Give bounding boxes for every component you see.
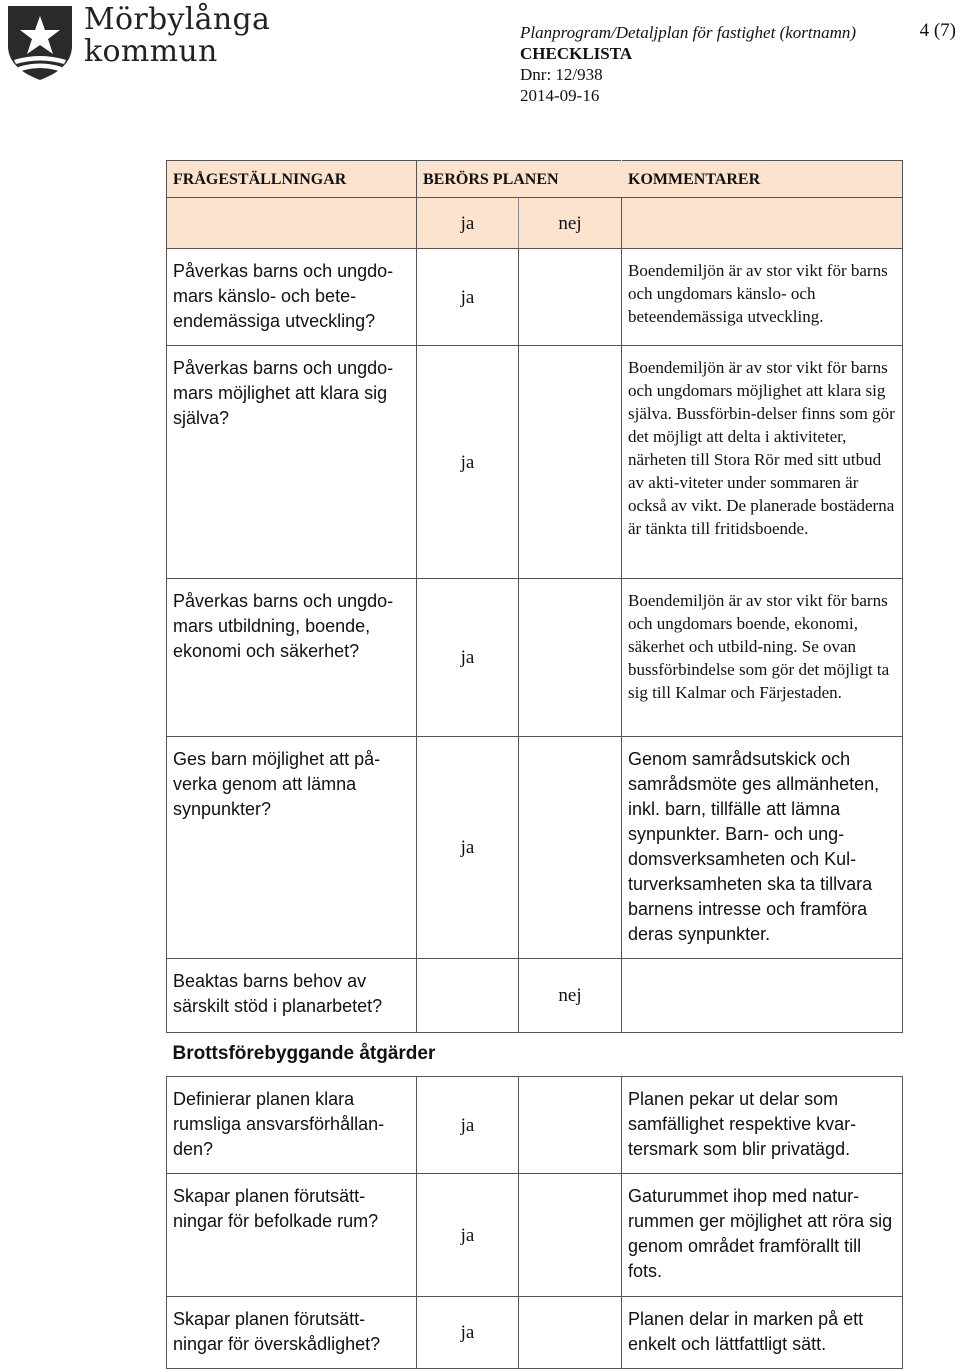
logo-name-line1: Mörbylånga <box>84 2 271 37</box>
ja-cell <box>417 959 519 1033</box>
ja-cell: ja <box>417 1297 519 1369</box>
header-comments: KOMMENTARER <box>622 161 903 198</box>
checklist-label: CHECKLISTA <box>520 44 633 63</box>
table-row <box>167 1174 903 1297</box>
question-cell: Ges barn möjlighet att på-verka genom att lämna synpunkter? <box>167 737 417 959</box>
nej-cell: nej <box>519 959 622 1033</box>
table-row <box>167 1077 903 1174</box>
comment-cell: Boendemiljön är av stor vikt för barns och ungdomars möjlighet att klara sig själva. Bussförbin-delser finns som gör det möjligt att delta i aktiviteter, närheten till Stora Rör med sitt utbud av akti-viteter under sommaren är också av vikt. De planerade bostäderna är tänkta till fritidsboende. <box>622 346 903 579</box>
comment-cell: Genom samrådsutskick och samrådsmöte ges allmänheten, inkl. barn, tillfälle att lämna synpunkter. Barn- och ung-domsverksamheten och Kul-turverksamheten ska ta tillvara barnens intresse och framföra deras synpunkter. <box>622 737 903 959</box>
question-cell: Skapar planen förutsätt-ningar för befolkade rum? <box>167 1174 417 1297</box>
section-title: Brottsförebyggande åtgärder <box>167 1033 903 1077</box>
table-row <box>167 737 903 959</box>
municipality-logo <box>4 2 271 80</box>
ja-cell: ja <box>417 249 519 346</box>
header-affects-plan: BERÖRS PLANEN <box>417 161 622 198</box>
table-row <box>167 1297 903 1369</box>
comment-cell: Gaturummet ihop med natur-rummen ger möjlighet att röra sig genom området framförallt till fots. <box>622 1174 903 1297</box>
table-row <box>167 579 903 737</box>
comment-cell: Boendemiljön är av stor vikt för barns och ungdomars boende, ekonomi, säkerhet och utbild-ning. Se ovan bussförbindelse som gör det möjligt ta sig till Kalmar och Färjestaden. <box>622 579 903 737</box>
table-row <box>167 346 903 579</box>
question-cell: Definierar planen klara rumsliga ansvarsförhållan-den? <box>167 1077 417 1174</box>
question-cell: Påverkas barns och ungdo-mars känslo- och bete-endemässiga utveckling? <box>167 249 417 346</box>
question-cell: Påverkas barns och ungdo-mars utbildning, boende, ekonomi och säkerhet? <box>167 579 417 737</box>
registration-number: Dnr: 12/938 <box>520 65 603 84</box>
nej-cell <box>519 1077 622 1174</box>
nej-cell <box>519 737 622 959</box>
ja-cell: ja <box>417 1077 519 1174</box>
nej-cell <box>519 1297 622 1369</box>
nej-cell <box>519 249 622 346</box>
question-cell: Påverkas barns och ungdo-mars möjlighet att klara sig själva? <box>167 346 417 579</box>
question-cell: Skapar planen förutsätt-ningar för överskådlighet? <box>167 1297 417 1369</box>
comment-cell: Boendemiljön är av stor vikt för barns och ungdomars känslo- och beteendemässiga utveckling. <box>622 249 903 346</box>
document-header <box>520 22 856 106</box>
document-date: 2014-09-16 <box>520 86 600 105</box>
subheader-empty-comment <box>622 198 903 249</box>
ja-cell: ja <box>417 346 519 579</box>
checklist-table <box>166 160 903 1369</box>
comment-cell: Planen pekar ut delar som samfällighet respektive kvar-tersmark som blir privatägd. <box>622 1077 903 1174</box>
coat-of-arms-icon <box>4 2 76 82</box>
question-cell: Beaktas barns behov av särskilt stöd i planarbetet? <box>167 959 417 1033</box>
ja-cell: ja <box>417 737 519 959</box>
subheader-empty <box>167 198 417 249</box>
subheader-nej: nej <box>519 198 622 249</box>
comment-cell: Planen delar in marken på ett enkelt och lättfattligt sätt. <box>622 1297 903 1369</box>
table-header-row <box>167 161 903 198</box>
section-row <box>167 1033 903 1077</box>
ja-cell: ja <box>417 1174 519 1297</box>
table-subheader-row <box>167 198 903 249</box>
subheader-ja: ja <box>417 198 519 249</box>
logo-name-line2: kommun <box>84 34 218 69</box>
table-row <box>167 249 903 346</box>
nej-cell <box>519 579 622 737</box>
nej-cell <box>519 346 622 579</box>
table-row <box>167 959 903 1033</box>
header-questions: FRÅGESTÄLLNINGAR <box>167 161 417 198</box>
page-number: 4 (7) <box>919 20 956 41</box>
document-title: Planprogram/Detaljplan för fastighet (kortnamn) <box>520 23 857 42</box>
ja-cell: ja <box>417 579 519 737</box>
nej-cell <box>519 1174 622 1297</box>
comment-cell <box>622 959 903 1033</box>
